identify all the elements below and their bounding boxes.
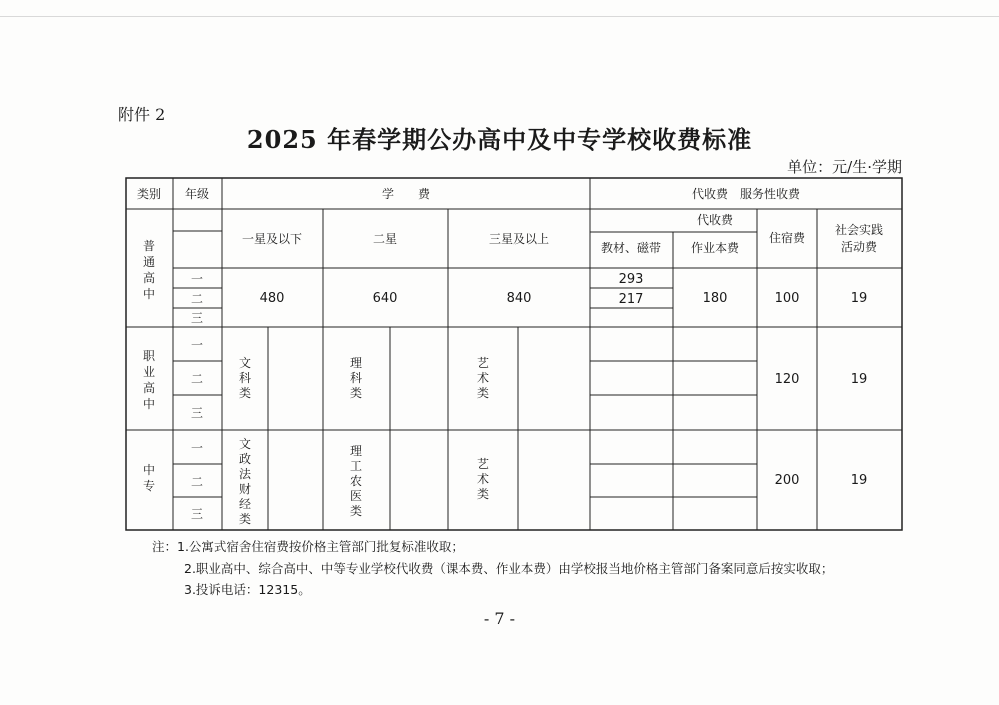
grade-2-general: 二 <box>190 292 204 306</box>
grade-2-specialized: 二 <box>190 475 204 489</box>
general-high-char-3: 高 <box>142 271 156 285</box>
vocational-sub1-char-1: 文 <box>238 356 252 370</box>
header-workbook: 作业本费 <box>690 241 740 255</box>
specialized-sub2-char-1: 理 <box>349 444 363 458</box>
note-3: 3.投诉电话：12315。 <box>184 582 311 597</box>
header-grade: 年级 <box>184 187 210 201</box>
specialized-sub3-char-2: 术 <box>476 472 490 486</box>
specialized-sub1-char-3: 法 <box>238 467 252 481</box>
attachment-label: 附件 2 <box>118 105 166 124</box>
general-tuition-star3: 840 <box>506 291 532 306</box>
page-number: - 7 - <box>483 609 516 628</box>
general-lodging: 100 <box>774 291 800 306</box>
specialized-sub1-char-4: 财 <box>238 482 252 496</box>
general-textbook-g1: 293 <box>618 272 644 287</box>
header-tuition: 学 费 <box>381 187 431 201</box>
vocational-sub3-char-2: 术 <box>476 371 490 385</box>
vocational-sub3-char-3: 类 <box>476 386 490 400</box>
specialized-lodging: 200 <box>774 473 800 488</box>
specialized-sub1-char-1: 文 <box>238 437 252 451</box>
grade-2-vocational: 二 <box>190 372 204 386</box>
general-social: 19 <box>850 291 868 306</box>
unit-label: 单位：元/生·学期 <box>787 158 902 176</box>
specialized-sub2-char-2: 工 <box>349 459 363 473</box>
header-textbook: 教材、磁带 <box>600 241 662 255</box>
specialized-char-2: 专 <box>142 479 156 493</box>
specialized-social: 19 <box>850 473 868 488</box>
vocational-sub2-char-1: 理 <box>349 356 363 370</box>
grade-1-specialized: 一 <box>190 441 204 455</box>
vocational-char-1: 职 <box>142 349 156 363</box>
grade-3-general: 三 <box>190 311 204 325</box>
header-social-line1: 社会实践 <box>834 223 884 237</box>
specialized-sub3-char-1: 艺 <box>476 457 490 471</box>
vocational-char-3: 高 <box>142 381 156 395</box>
specialized-sub2-char-5: 类 <box>349 504 363 518</box>
specialized-sub1-char-2: 政 <box>238 452 252 466</box>
specialized-sub2-char-4: 医 <box>349 489 363 503</box>
general-high-char-4: 中 <box>142 287 156 301</box>
vocational-sub2-char-2: 科 <box>349 371 363 385</box>
header-star2: 二星 <box>372 232 398 246</box>
header-agency-service: 代收费 服务性收费 <box>691 187 801 201</box>
specialized-sub2-char-3: 农 <box>349 474 363 488</box>
specialized-sub1-char-6: 类 <box>238 512 252 526</box>
vocational-char-2: 业 <box>142 365 156 379</box>
general-tuition-star1: 480 <box>259 291 285 306</box>
specialized-sub1-char-5: 经 <box>238 497 252 511</box>
header-category: 类别 <box>136 187 162 201</box>
vocational-social: 19 <box>850 372 868 387</box>
header-social-line2: 活动费 <box>840 240 878 254</box>
general-workbook: 180 <box>702 291 728 306</box>
specialized-char-1: 中 <box>142 463 156 477</box>
header-star1: 一星及以下 <box>241 232 303 246</box>
header-star3: 三星及以上 <box>488 232 550 246</box>
general-high-char-1: 普 <box>142 239 156 253</box>
vocational-lodging: 120 <box>774 372 800 387</box>
vocational-sub3-char-1: 艺 <box>476 356 490 370</box>
note-2: 2.职业高中、综合高中、中等专业学校代收费（课本费、作业本费）由学校报当地价格主管部门备案同意后按实收取； <box>184 561 834 576</box>
vocational-char-4: 中 <box>142 397 156 411</box>
vocational-sub1-char-3: 类 <box>238 386 252 400</box>
document-title: 2025 年春学期公办高中及中专学校收费标准 <box>246 125 753 154</box>
grade-1-general: 一 <box>190 272 204 286</box>
grade-1-vocational: 一 <box>190 338 204 352</box>
vocational-sub1-char-2: 科 <box>238 371 252 385</box>
grade-3-specialized: 三 <box>190 507 204 521</box>
vocational-sub2-char-3: 类 <box>349 386 363 400</box>
general-high-char-2: 通 <box>142 255 156 269</box>
header-lodging: 住宿费 <box>768 231 806 245</box>
specialized-sub3-char-3: 类 <box>476 487 490 501</box>
general-tuition-star2: 640 <box>372 291 398 306</box>
grade-3-vocational: 三 <box>190 406 204 420</box>
general-textbook-g2: 217 <box>618 292 644 307</box>
header-agency: 代收费 <box>696 213 734 227</box>
note-1: 注：1.公寓式宿舍住宿费按价格主管部门批复标准收取； <box>152 539 464 554</box>
